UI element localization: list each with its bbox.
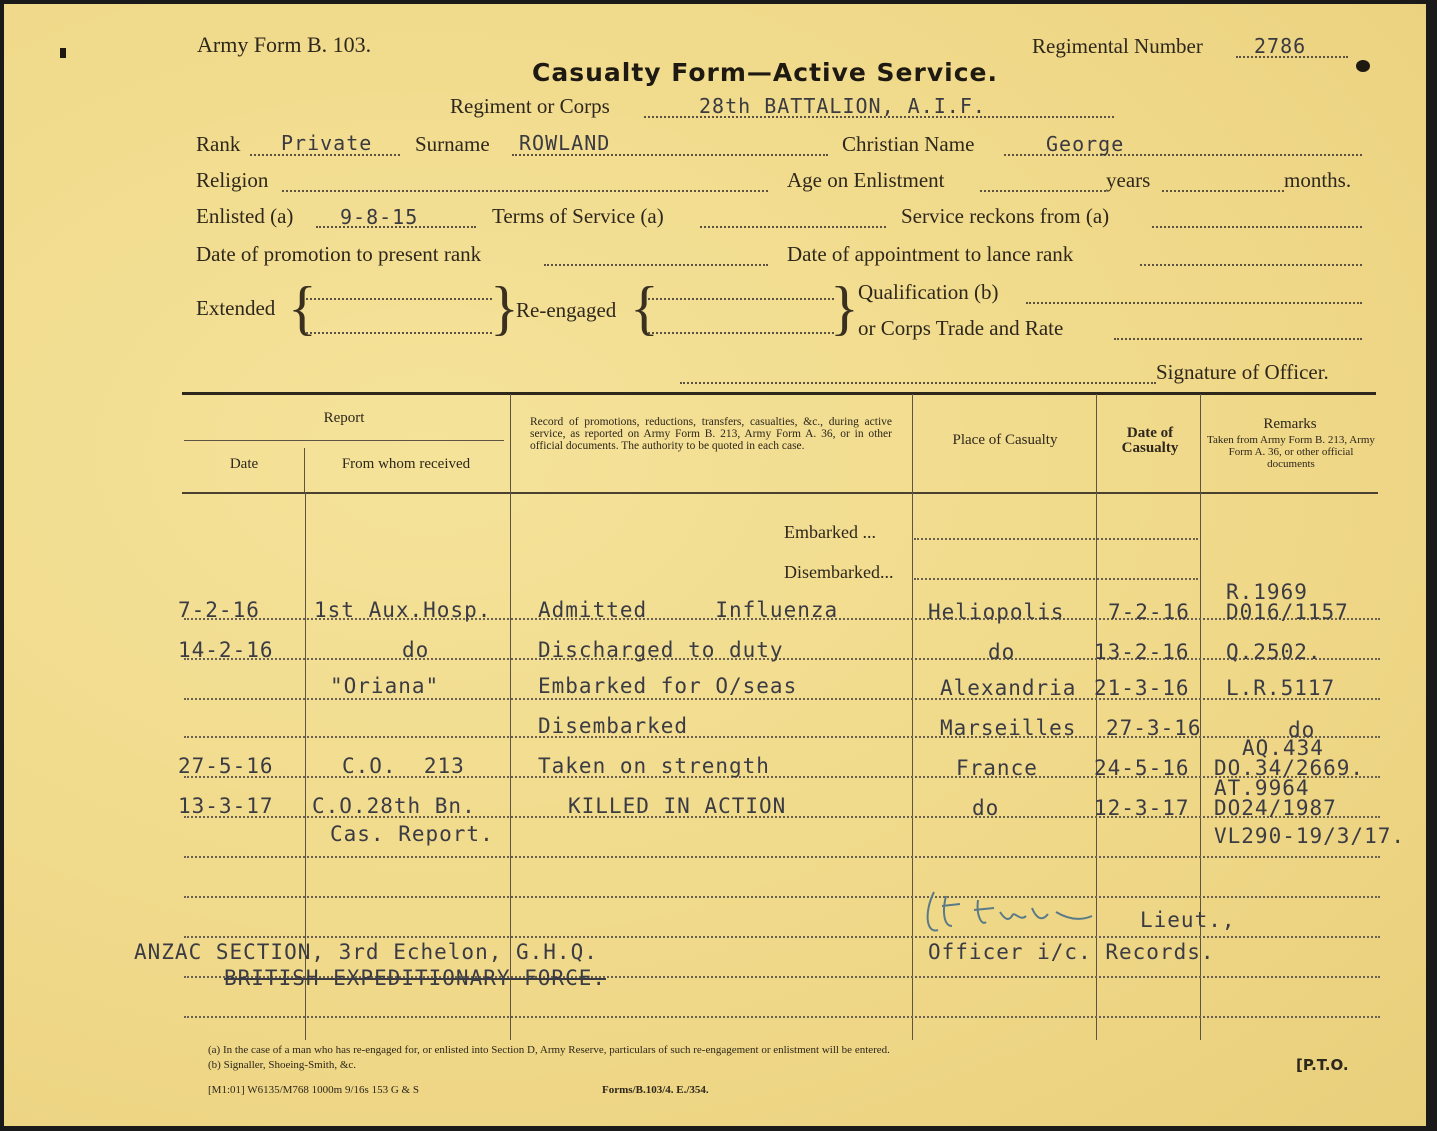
row-from: C.O. 213 — [342, 754, 465, 778]
ink-blot — [1356, 60, 1370, 72]
row-place: France — [956, 756, 1038, 780]
row-remark: Q.2502. — [1226, 640, 1322, 664]
row-from: do — [402, 638, 430, 662]
row-from: C.O.28th Bn. — [312, 794, 476, 818]
cas-report-note: Cas. Report. — [330, 822, 494, 846]
table-header-rule — [182, 492, 1378, 494]
row-date: 14-2-16 — [178, 638, 274, 662]
row-place: do — [972, 796, 1000, 820]
row-casualty-date: 12-3-17 — [1094, 796, 1190, 820]
surname-value: ROWLAND — [519, 131, 611, 155]
footnote-a: (a) In the case of a man who has re-engaged for, or enlisted into Section D, Army Reserve, particulars of such re-engagement or enlistment will be entered. — [208, 1044, 890, 1056]
report-subheader-rule — [184, 440, 504, 441]
terms-of-service-label: Terms of Service (a) — [492, 204, 664, 228]
re-engaged-label: Re-engaged — [516, 298, 617, 322]
row-casualty-date: 24-5-16 — [1094, 756, 1190, 780]
regimental-number-label: Regimental Number — [1032, 34, 1203, 58]
footnote-b: (b) Signaller, Shoeing-Smith, &c. — [208, 1059, 357, 1071]
date-of-casualty-header: Date of Casualty — [1121, 425, 1179, 456]
disembarked-label: Disembarked... — [784, 562, 894, 582]
row-place: Heliopolis — [928, 600, 1065, 624]
officer-signature — [916, 882, 1106, 944]
place-of-casualty-header: Place of Casualty — [952, 432, 1058, 448]
record-header: Record of promotions, reductions, transfers, casualties, &c., during active service, as reported on Army Form B. 213, Army Form A. 36, or in other official documents. The authority to be quoted in each case. — [530, 416, 892, 452]
print-reference: [M1:01] W6135/M768 1000m 9/16s 153 G & S — [208, 1084, 419, 1096]
row-casualty-date: 13-2-16 — [1094, 640, 1190, 664]
army-form-number: Army Form B. 103. — [197, 32, 372, 57]
lieut-label: Lieut., — [1140, 908, 1236, 932]
promotion-date-label: Date of promotion to present rank — [196, 242, 482, 266]
row-date: 7-2-16 — [178, 598, 260, 622]
anzac-section-stamp: ANZAC SECTION, 3rd Echelon, G.H.Q. — [134, 940, 598, 964]
form-title: Casualty Form—Active Service. — [532, 58, 998, 87]
row-remark-top: AQ.434 — [1242, 736, 1324, 760]
corps-trade-label: or Corps Trade and Rate — [858, 316, 1064, 340]
row-record: Disembarked — [538, 714, 689, 738]
from-whom-header: From whom received — [341, 456, 471, 472]
row-place: Marseilles — [940, 716, 1077, 740]
forms-reference: Forms/B.103/4. E./354. — [602, 1084, 709, 1096]
row-from: 1st Aux.Hosp. — [314, 598, 492, 622]
embarked-label: Embarked ... — [784, 522, 876, 542]
row-record: Discharged to duty — [538, 638, 784, 662]
pto-label: [P.T.O. — [1296, 1056, 1349, 1074]
vl-reference: VL290-19/3/17. — [1214, 824, 1406, 848]
extended-label: Extended — [196, 296, 276, 320]
service-reckons-label: Service reckons from (a) — [901, 204, 1110, 228]
enlisted-label: Enlisted (a) — [196, 204, 294, 228]
row-record: Taken on strength — [538, 754, 770, 778]
regimental-number-value: 2786 — [1254, 34, 1307, 58]
row-remark: do — [1288, 718, 1316, 742]
remarks-subheader: Taken from Army Form B. 213, Army Form A. 36, or other official documents — [1207, 434, 1375, 470]
years-label: years — [1106, 168, 1151, 192]
row-place: Alexandria — [940, 676, 1077, 700]
row-date: 27-5-16 — [178, 754, 274, 778]
religion-label: Religion — [196, 168, 269, 192]
qualification-label: Qualification (b) — [858, 280, 999, 304]
row-remark: L.R.5117 — [1226, 676, 1336, 700]
remarks-header: Remarks — [1263, 416, 1317, 432]
row-remark: DO.34/2669. — [1214, 756, 1365, 780]
row-casualty-date: 7-2-16 — [1108, 600, 1190, 624]
date-header: Date — [229, 456, 259, 472]
appointment-date-label: Date of appointment to lance rank — [787, 242, 1074, 266]
row-record: KILLED IN ACTION — [568, 794, 787, 818]
age-label: Age on Enlistment — [787, 168, 945, 192]
rank-value: Private — [281, 131, 373, 155]
row-record: Embarked for O/seas — [538, 674, 798, 698]
row-remark: D016/1157 — [1226, 600, 1349, 624]
row-from: "Oriana" — [330, 674, 440, 698]
christian-name-label: Christian Name — [842, 132, 975, 156]
row-place: do — [988, 640, 1016, 664]
row-casualty-date: 27-3-16 — [1106, 716, 1202, 740]
signature-of-officer-label: Signature of Officer. — [1156, 360, 1329, 384]
report-header: Report — [323, 410, 365, 426]
row-remark: DO24/1987 — [1214, 796, 1337, 820]
table-top-rule — [182, 392, 1376, 395]
row-casualty-date: 21-3-16 — [1094, 676, 1190, 700]
surname-label: Surname — [415, 132, 490, 156]
casualty-form-card: Army Form B. 103. Regimental Number 2786 Casualty Form—Active Service. Regiment or Corps 28th BATTALION, A.I.F. Rank Private Surname ROWLAND Christian Name George Religion Age on Enlistment years months. Enlisted (a) 9-8-15 Terms of Service (a) Service reckons from (a) Date of promotion to present rank Date of appointment to lance rank Extended { } Re-engaged { } Qualification (b) or Corps Trade and Rate Signature of Officer. Report Date From whom received Record of promotions, reductions, transfers, casualties, &c., during active service, as reported on Army Form B. 213, Army Form A. 36, or in other official documents. The authority to be quoted in each case. Place of Casualty Date of Casualty Remarks Taken from Army Form B. 213, Army Form A. 36, or other official documents Embarked ... Disembarked... 7-2-16 1st Aux.Hosp. Admitted Influenza Heliopolis 7-2-16 R.1969 D016/1157 14-2-16 do Discharged to duty do 13-2-16 Q.2502. "Oriana" Embarked for O/seas Alexandria 21-3-16 L.R.5117 Disembarked Marseilles 27-3-16 do 27-5-16 C.O. 213 Taken on strength France 24-5-16 AQ.434 DO.34/2669. 13-3-17 C.O.28th Bn. KILLED IN ACTION do 12-3-17 AT.9964 DO24/1987 Cas. Report. VL290-19/3/17. ANZAC SECTION, 3rd Echelon, G.H.Q. BRITISH EXPEDITIONARY FORCE. Lieut., Officer i/c. Records. (a) In the case of a man who has re-engaged for, or enlisted into Section D, Army Reserve, particulars of such re-engagement or enlistment will be entered. (b) Signaller, Shoeing-Smith, &c. [M1:01] W6135/M768 1000m 9/16s 153 G & S Forms/B.103/4. E./354. [P.T.O. — [4, 4, 1426, 1126]
officer-records-label: Officer i/c. Records. — [928, 940, 1215, 964]
row-date: 13-3-17 — [178, 794, 274, 818]
enlisted-value: 9-8-15 — [340, 205, 419, 229]
row-remark-top: AT.9964 — [1214, 776, 1310, 800]
bef-struck-text: BRITISH EXPEDITIONARY FORCE. — [224, 966, 607, 990]
rank-label: Rank — [196, 132, 241, 156]
regiment-label: Regiment or Corps — [450, 94, 610, 118]
row-record: Admitted Influenza — [538, 598, 839, 622]
row-remark-top: R.1969 — [1226, 580, 1308, 604]
punch-mark — [60, 48, 66, 58]
christian-name-value: George — [1046, 132, 1125, 156]
months-label: months. — [1284, 168, 1352, 192]
regiment-value: 28th BATTALION, A.I.F. — [699, 94, 986, 118]
